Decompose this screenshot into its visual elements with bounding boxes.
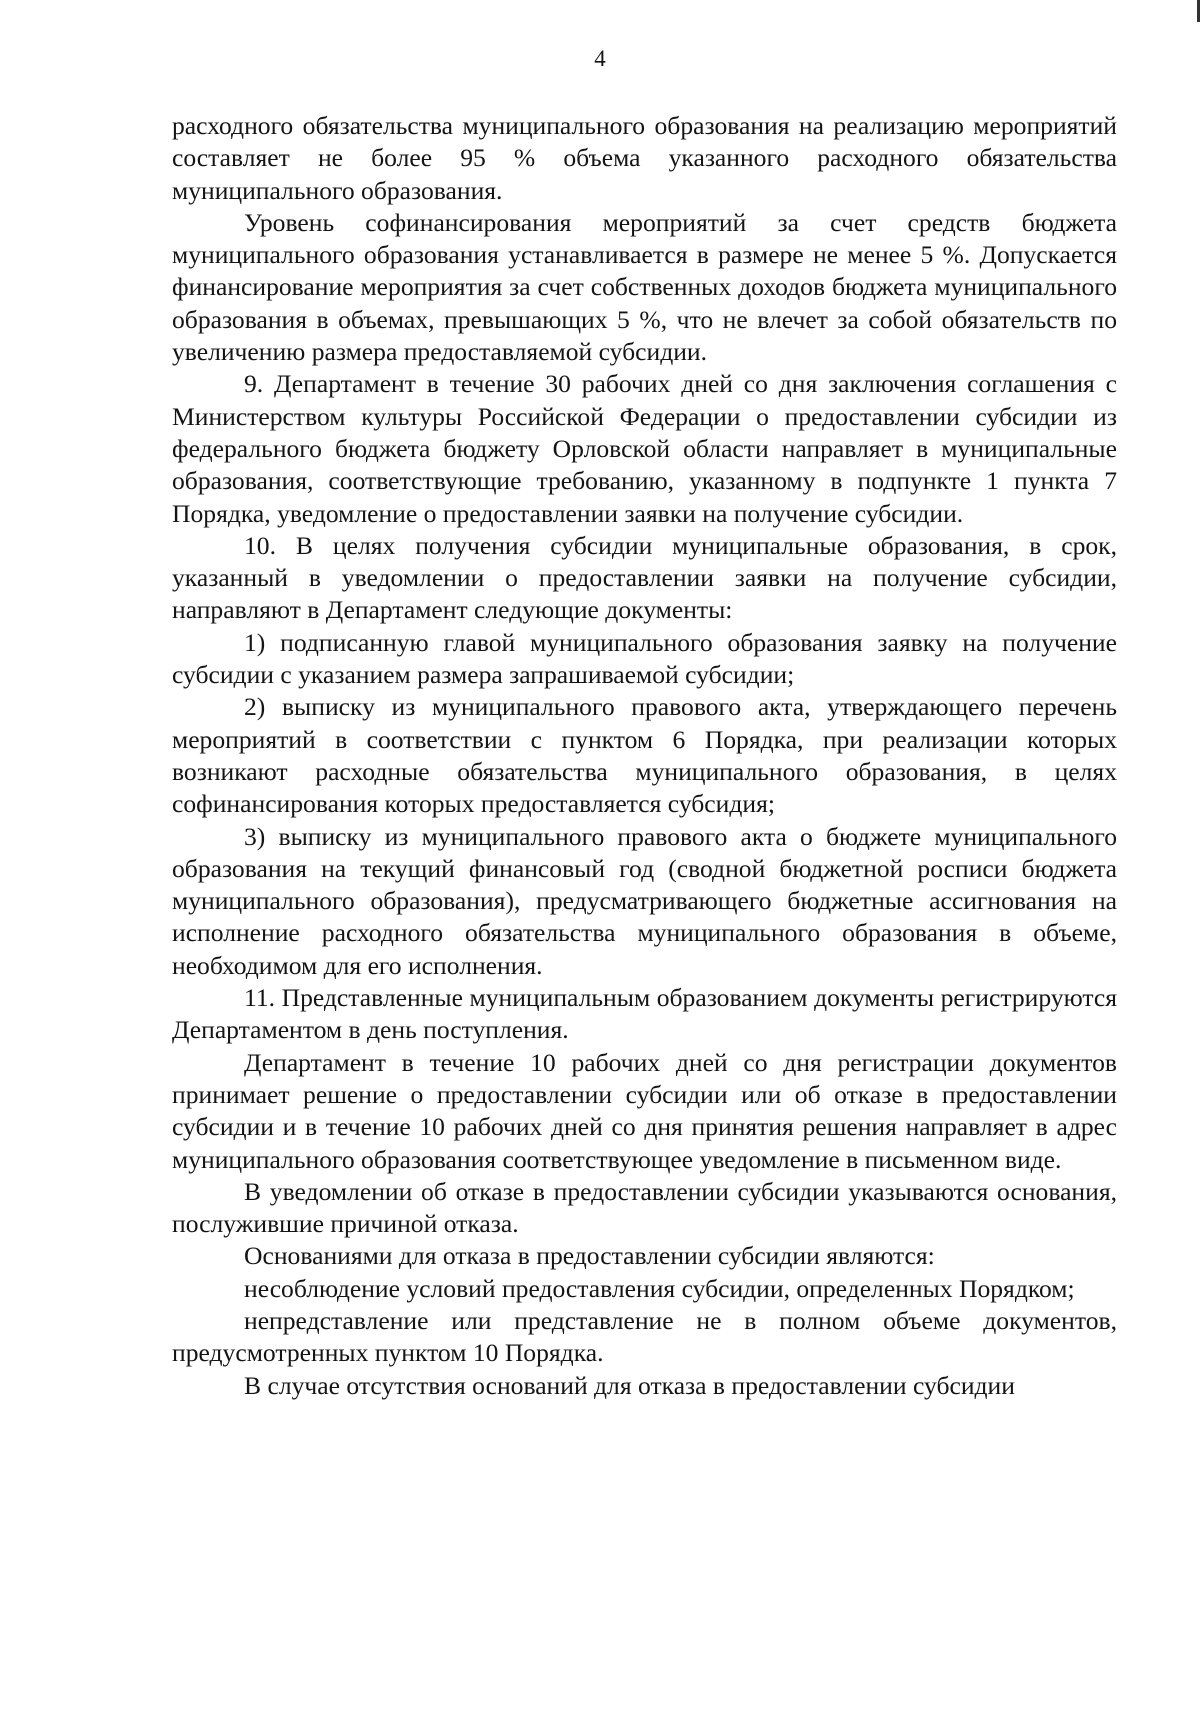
paragraph-7: 3) выписку из муниципального правового акта о бюджете муниципального образования на текущий финансовый год (сводной бюджетной росписи бюджета муниципального образования), предусматривающего бюджетные ассигнования на исполнение расходного обязательства муниципального образования в объеме, необходимом для его исполнения. xyxy=(172,821,1117,980)
paragraph-12: несоблюдение условий предоставления субсидии, определенных Порядком; xyxy=(244,1273,1075,1303)
paragraph-3: 9. Департамент в течение 30 рабочих дней со дня заключения соглашения с Министерством культуры Российской Федерации о предоставлении субсидии из федерального бюджета бюджету Орловской области направляет в муниципальные образования, соответствующие требованию, указанному в подпункте 1 пункта 7 Порядка, уведомление о предоставлении заявки на получение субсидии. xyxy=(172,369,1117,528)
paragraph-11: Основаниями для отказа в предоставлении субсидии являются: xyxy=(244,1241,935,1271)
paragraph-1: расходного обязательства муниципального образования на реализацию мероприятий составляет не более 95 % объема указанного расходного обязательства муниципального образования. xyxy=(172,111,1117,205)
page-number: 4 xyxy=(594,46,606,71)
paragraph-8: 11. Представленные муниципальным образованием документы регистрируются Департаментом в день поступления. xyxy=(172,983,1117,1045)
paragraph-4: 10. В целях получения субсидии муниципальные образования, в срок, указанный в уведомлении о предоставлении заявки на получение субсидии, направляют в Департамент следующие документы: xyxy=(172,530,1117,625)
paragraph-9: Департамент в течение 10 рабочих дней со дня регистрации документов принимает решение о предоставлении субсидии или об отказе в предоставлении субсидии и в течение 10 рабочих дней со дня принятия решения направляет в адрес муниципального образования соответствующее уведомление в письменном виде. xyxy=(172,1047,1117,1174)
paragraph-2: Уровень софинансирования мероприятий за счет средств бюджета муниципального образования устанавливается в размере не менее 5 %. Допускается финансирование мероприятия за счет собственных доходов бюджета муниципального образования в объемах, превышающих 5 %, что не влечет за собой обязательств по увеличению размера предоставляемой субсидии. xyxy=(172,207,1117,367)
paragraph-10: В уведомлении об отказе в предоставлении субсидии указываются основания, послужившие причиной отказа. xyxy=(172,1176,1117,1239)
document-body xyxy=(172,110,1117,1402)
paragraph-5: 1) подписанную главой муниципального образования заявку на получение субсидии с указанием размера запрашиваемой субсидии; xyxy=(172,627,1117,690)
paragraph-13: непредставление или представление не в полном объеме документов, предусмотренных пунктом 10 Порядка. xyxy=(172,1305,1117,1368)
paragraph-6: 2) выписку из муниципального правового акта, утверждающего перечень мероприятий в соответствии с пунктом 6 Порядка, при реализации которых возникают расходные обязательства муниципального образования, в целях софинансирования которых предоставляется субсидия; xyxy=(172,692,1117,819)
paragraph-14: В случае отсутствия оснований для отказа в предоставлении субсидии xyxy=(244,1370,1015,1400)
